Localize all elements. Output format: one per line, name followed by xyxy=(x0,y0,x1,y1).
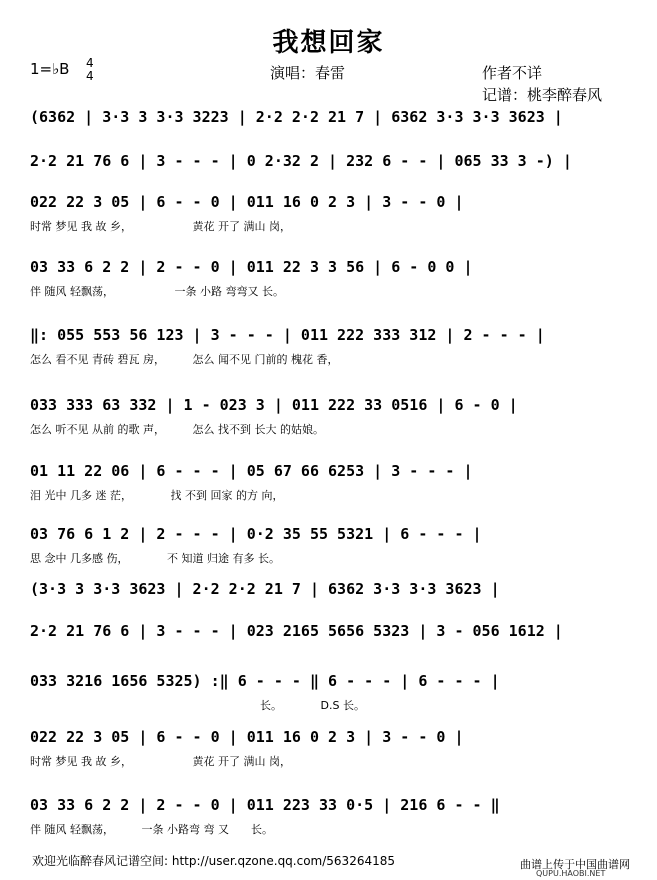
notation-line: 2·2 21 76 6 | 3 - - - | 023 2165 5656 5323 | 3 - 056 1612 | xyxy=(30,622,563,640)
notation-line: 033 3216 1656 5325) :‖ 6 - - - ‖ 6 - - - | 6 - - - | xyxy=(30,672,500,690)
lyrics-line: 怎么 听不见 从前 的歌 声， 怎么 找不到 长大 的姑娘。 xyxy=(30,423,324,436)
time-signature-top: 4 xyxy=(86,56,94,70)
key-signature: 1=♭B xyxy=(30,60,70,78)
notation-line: 03 33 6 2 2 | 2 - - 0 | 011 22 3 3 56 | 6 - 0 0 | xyxy=(30,258,473,276)
notation-line: (3·3 3 3·3 3623 | 2·2 2·2 21 7 | 6362 3·3 3·3 3623 | xyxy=(30,580,500,598)
notation-line: 03 76 6 1 2 | 2 - - - | 0·2 35 55 5321 | 6 - - - | xyxy=(30,525,482,543)
lyrics-line: 怎么 看不见 青砖 碧瓦 房， 怎么 闻不见 门前的 槐花 香， xyxy=(30,353,339,366)
site-url: QUPU.HAOBI.NET xyxy=(536,869,606,878)
notation-line: 022 22 3 05 | 6 - - 0 | 011 16 0 2 3 | 3 - - 0 | xyxy=(30,193,464,211)
lyrics-line: 伴 随风 轻飘荡， 一条 小路弯 弯 又 长。 xyxy=(30,823,273,836)
transcriber: 记谱：桃李醉春风 xyxy=(482,86,603,104)
notation-line: 022 22 3 05 | 6 - - 0 | 011 16 0 2 3 | 3 - - 0 | xyxy=(30,728,464,746)
notation-line: ‖: 055 553 56 123 | 3 - - - | 011 222 333 312 | 2 - - - | xyxy=(30,326,545,344)
page-title: 我想回家 xyxy=(272,28,385,58)
footer-note: 欢迎光临醉春风记谱空间: http://user.qzone.qq.com/563264185 xyxy=(32,854,396,868)
lyrics-line: 长。 D.S 长。 xyxy=(260,699,365,712)
site-credit: 曲谱上传于中国曲谱网 xyxy=(520,858,630,871)
lyrics-line: 思 念中 几多感 伤， 不 知道 归途 有多 长。 xyxy=(30,552,280,565)
lyrics-line: 泪 光中 几多 迷 茫， 找 不到 回家 的方 向， xyxy=(30,489,284,502)
lyrics-line: 时常 梦见 我 故 乡， 黄花 开了 满山 岗， xyxy=(30,755,291,768)
time-signature-bottom: 4 xyxy=(86,69,94,83)
composer: 作者不详 xyxy=(482,64,543,82)
notation-line: 2·2 21 76 6 | 3 - - - | 0 2·32 2 | 232 6 - - | 065 33 3 -) | xyxy=(30,152,572,170)
singer: 演唱：春雷 xyxy=(270,64,346,82)
notation-line: 03 33 6 2 2 | 2 - - 0 | 011 223 33 0·5 | 216 6 - - ‖ xyxy=(30,796,500,814)
notation-line: 033 333 63 332 | 1 - 023 3 | 011 222 33 0516 | 6 - 0 | xyxy=(30,396,518,414)
lyrics-line: 伴 随风 轻飘荡， 一条 小路 弯弯又 长。 xyxy=(30,285,284,298)
notation-line: (6362 | 3·3 3 3·3 3223 | 2·2 2·2 21 7 | 6362 3·3 3·3 3623 | xyxy=(30,108,563,126)
notation-line: 01 11 22 06 | 6 - - - | 05 67 66 6253 | 3 - - - | xyxy=(30,462,473,480)
lyrics-line: 时常 梦见 我 故 乡， 黄花 开了 满山 岗， xyxy=(30,220,291,233)
